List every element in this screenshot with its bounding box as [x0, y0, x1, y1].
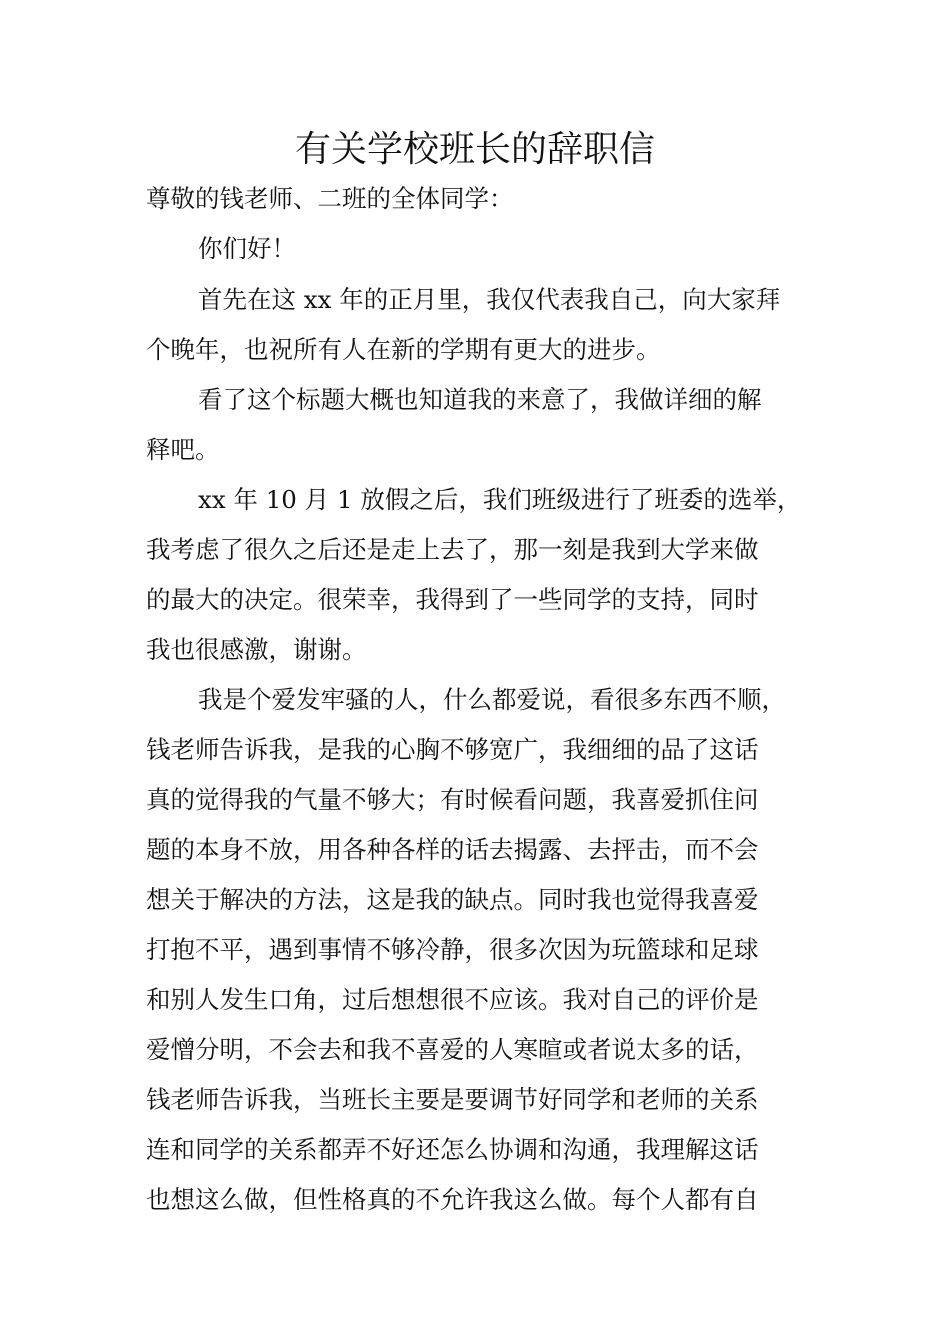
paragraph-2-line-1: 看了这个标题大概也知道我的来意了，我做详细的解: [198, 385, 762, 414]
paragraph-3-line-3: 的最大的决定。很荣幸，我得到了一些同学的支持，同时: [146, 585, 759, 614]
paragraph-1-line-1: 首先在这 xx 年的正月里，我仅代表我自己，向大家拜: [198, 285, 781, 314]
paragraph-4-line-3: 真的觉得我的气量不够大；有时候看问题，我喜爱抓住问: [146, 785, 759, 814]
paragraph-4-line-9: 钱老师告诉我，当班长主要是要调节好同学和老师的关系: [146, 1085, 759, 1114]
paragraph-1-line-2: 个晚年，也祝所有人在新的学期有更大的进步。: [146, 335, 661, 364]
paragraph-3-line-4: 我也很感激，谢谢。: [146, 635, 367, 664]
paragraph-4-line-7: 和别人发生口角，过后想想很不应该。我对自己的评价是: [146, 985, 759, 1014]
paragraph-4-line-6: 打抱不平，遇到事情不够冷静，很多次因为玩篮球和足球: [146, 935, 759, 964]
paragraph-4-line-4: 题的本身不放，用各种各样的话去揭露、去抨击，而不会: [146, 835, 759, 864]
paragraph-2-line-2: 释吧。: [146, 435, 220, 464]
paragraph-4-line-2: 钱老师告诉我，是我的心胸不够宽广，我细细的品了这话: [146, 735, 759, 764]
paragraph-3-line-1: xx 年 10 月 1 放假之后，我们班级进行了班委的选举，: [198, 485, 802, 514]
paragraph-4-line-8: 爱憎分明，不会去和我不喜爱的人寒暄或者说太多的话，: [146, 1035, 759, 1064]
paragraph-4-line-1: 我是个爱发牢骚的人，什么都爱说，看很多东西不顺，: [198, 685, 786, 714]
greeting-line: 你们好！: [198, 234, 296, 263]
paragraph-4-line-11: 也想这么做，但性格真的不允许我这么做。每个人都有自: [146, 1185, 759, 1214]
salutation-line: 尊敬的钱老师、二班的全体同学：: [146, 184, 514, 213]
paragraph-4-line-10: 连和同学的关系都弄不好还怎么协调和沟通，我理解这话: [146, 1135, 759, 1164]
paragraph-4-line-5: 想关于解决的方法，这是我的缺点。同时我也觉得我喜爱: [146, 885, 759, 914]
paragraph-3-line-2: 我考虑了很久之后还是走上去了，那一刻是我到大学来做: [146, 535, 759, 564]
document-title: 有关学校班长的辞职信: [294, 129, 655, 170]
